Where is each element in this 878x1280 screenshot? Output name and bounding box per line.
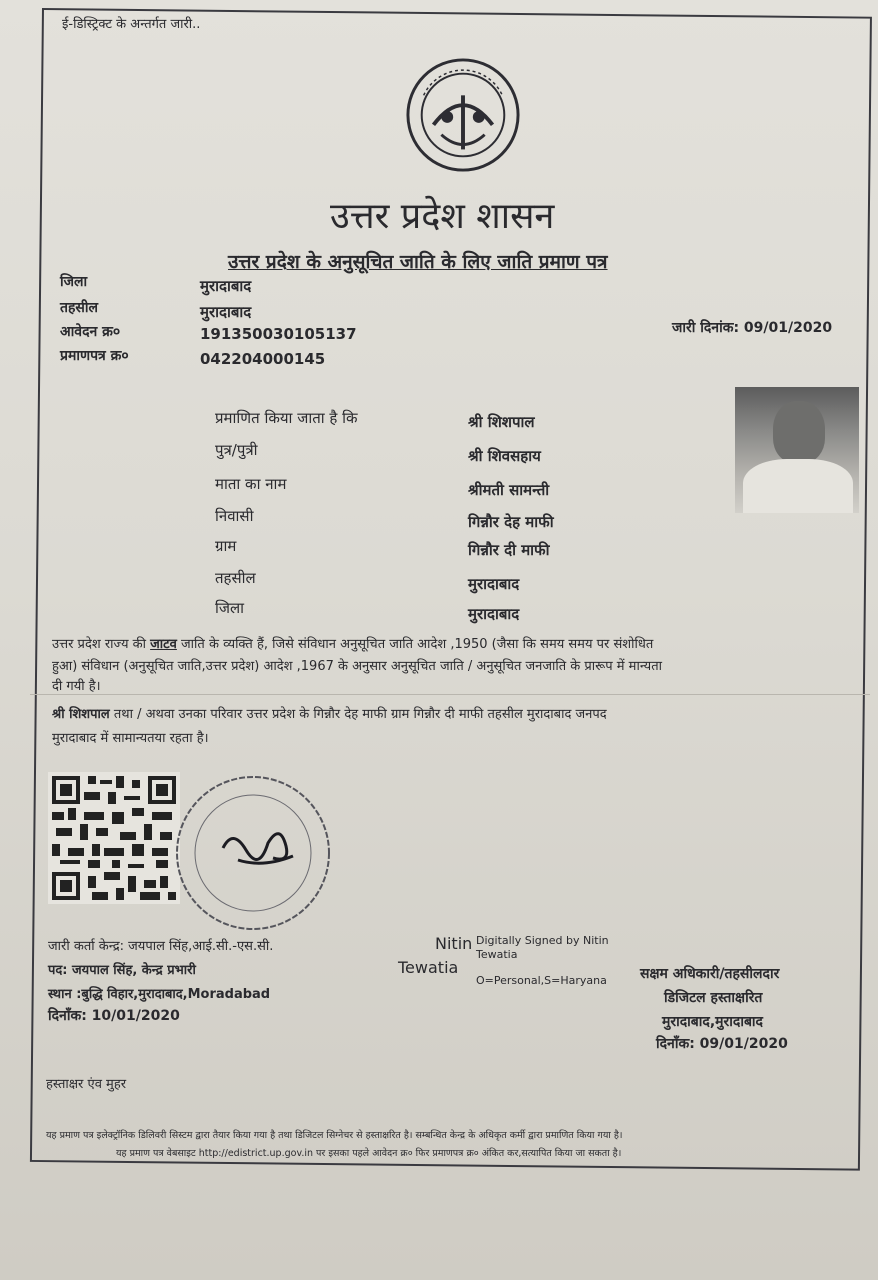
residence-line-1 [52,704,607,722]
application-no-label: आवेदन क्र० [60,324,121,340]
issuing-center: जारी कर्ता केन्द्र: जयपाल सिंह,आई.सी.-एस.सी. [48,939,274,954]
resident-label: निवासी [215,507,254,525]
village-value: गिन्नौर दी माफी [468,541,550,559]
disclaimer-line-2: यह प्रमाण पत्र वेबसाइट http://edistrict.up.gov.in पर इसका पहले आवेदन क्र० फिर प्रमाणपत्र क्र० अंकित कर,सत्यापित किया जा सकता है। [116,1148,622,1159]
signer-first-name: Nitin [435,934,473,953]
tehsil-detail-label: तहसील [215,569,256,587]
government-title: उत्तर प्रदेश शासन [330,196,555,237]
tehsil-label: तहसील [60,300,98,316]
certified-value: श्री शिशपाल [468,413,535,431]
certificate-no-value: 042204000145 [200,350,326,368]
issuing-post: पद: जयपाल सिंह, केन्द्र प्रभारी [48,963,196,978]
district-value: मुरादाबाद [200,277,252,295]
certificate-no-label: प्रमाणपत्र क्र० [60,348,129,364]
qr-code-icon [48,772,180,904]
issuing-place: स्थान :बुद्धि विहार,मुरादाबाद,Moradabad [48,987,271,1002]
residence-text: तथा / अथवा उनका परिवार उत्तर प्रदेश के गिन्नौर देह माफी ग्राम गिन्नौर दी माफी तहसील मुरादाबाद जनपद [109,707,607,722]
footer-date: दिनाँक: 10/01/2020 [48,1008,180,1024]
application-no-value: 191350030105137 [200,325,357,343]
village-label: ग्राम [215,537,237,555]
declaration-line-2: हुआ) संविधान (अनुसूचित जाति,उत्तर प्रदेश) आदेश ,1967 के अनुसार अनुसूचित जाति / अनुसूचित जनजाति के प्रारूप में मान्यता [52,659,662,674]
up-government-seal-icon [404,56,522,174]
issue-date: जारी दिनांक: 09/01/2020 [672,320,833,336]
authority-title: सक्षम अधिकारी/तहसीलदार [640,966,780,982]
district-label: जिला [60,274,88,290]
mother-name-label: माता का नाम [215,475,287,493]
tehsil-value: मुरादाबाद [200,303,252,321]
authority-place: मुरादाबाद,मुरादाबाद [662,1014,763,1030]
resident-value: गिन्नौर देह माफी [468,513,554,531]
authority-digital-signed: डिजिटल हस्ताक्षरित [664,990,763,1006]
residence-line-2: मुरादाबाद में सामान्यतया रहता है। [52,731,209,746]
caste-name: जाटव [150,637,177,652]
issued-under-note: ई-डिस्ट्रिक्ट के अन्तर्गत जारी.. [62,17,201,32]
digitally-signed-line-2: Tewatia [476,948,518,961]
photo-face [773,401,825,463]
declaration-prefix: उत्तर प्रदेश राज्य की [52,637,151,652]
residence-name: श्री शिशपाल [52,707,110,722]
certified-label: प्रमाणित किया जाता है कि [215,409,358,427]
signer-last-name: Tewatia [398,958,459,977]
district-detail-label: जिला [215,599,245,617]
authority-date: दिनाँक: 09/01/2020 [656,1036,788,1052]
son-daughter-value: श्री शिवसहाय [468,447,541,465]
declaration-suffix: जाति के व्यक्ति हैं, जिसे संविधान अनुसूचित जाति आदेश ,1950 (जैसा कि समय समय पर संशोधित [176,637,654,652]
district-detail-value: मुरादाबाद [468,605,520,623]
photo-shirt [743,459,853,513]
applicant-photo [735,387,859,513]
digital-sign-location: O=Personal,S=Haryana [476,974,607,987]
certificate-title: उत्तर प्रदेश के अनुसूचित जाति के लिए जाति प्रमाण पत्र [228,251,608,273]
tehsil-detail-value: मुरादाबाद [468,575,520,593]
fold-line [30,694,870,695]
digitally-signed-line-1: Digitally Signed by Nitin [476,934,609,947]
son-daughter-label: पुत्र/पुत्री [215,441,258,459]
declaration-line-1 [52,634,653,652]
mother-name-value: श्रीमती सामन्ती [468,481,550,499]
disclaimer-line-1: यह प्रमाण पत्र इलेक्ट्रॉनिक डिलिवरी सिस्टम द्वारा तैयार किया गया है तथा डिजिटल सिग्नेचर से हस्ताक्षरित है। सम्बन्धित केन्द्र के अधिकृत कर्मी द्वारा प्रमाणित किया गया है। [46,1130,623,1141]
signature-seal-label: हस्ताक्षर एंव मुहर [46,1077,127,1092]
rubber-stamp-signature-icon [168,768,338,938]
declaration-line-3: दी गयी है। [52,679,101,694]
